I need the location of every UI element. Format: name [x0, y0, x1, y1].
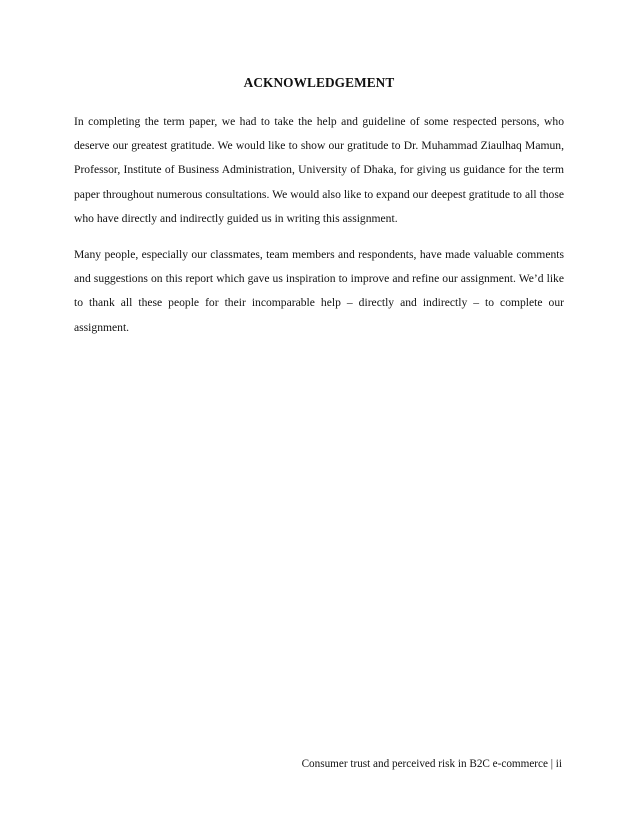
document-body	[74, 110, 564, 340]
page-heading: ACKNOWLEDGEMENT	[243, 75, 395, 90]
page-footer: Consumer trust and perceived risk in B2C e-commerce | ii	[301, 758, 562, 770]
paragraph-1: In completing the term paper, we had to take the help and guideline of some respected persons, who deserve our greatest gratitude. We would like to show our gratitude to Dr. Muhammad Ziaulhaq Mamun, Professor, Institute of Business Administration, University of Dhaka, for giving us guidance for the term paper throughout numerous consultations. We would also like to expand our deepest gratitude to all those who have directly and indirectly guided us in writing this assignment.	[74, 115, 564, 225]
paragraph-2: Many people, especially our classmates, team members and respondents, have made valuable comments and suggestions on this report which gave us inspiration to improve and refine our assignment. We’d like to thank all these people for their incomparable help – directly and indirectly – to complete our assignment.	[74, 248, 564, 334]
